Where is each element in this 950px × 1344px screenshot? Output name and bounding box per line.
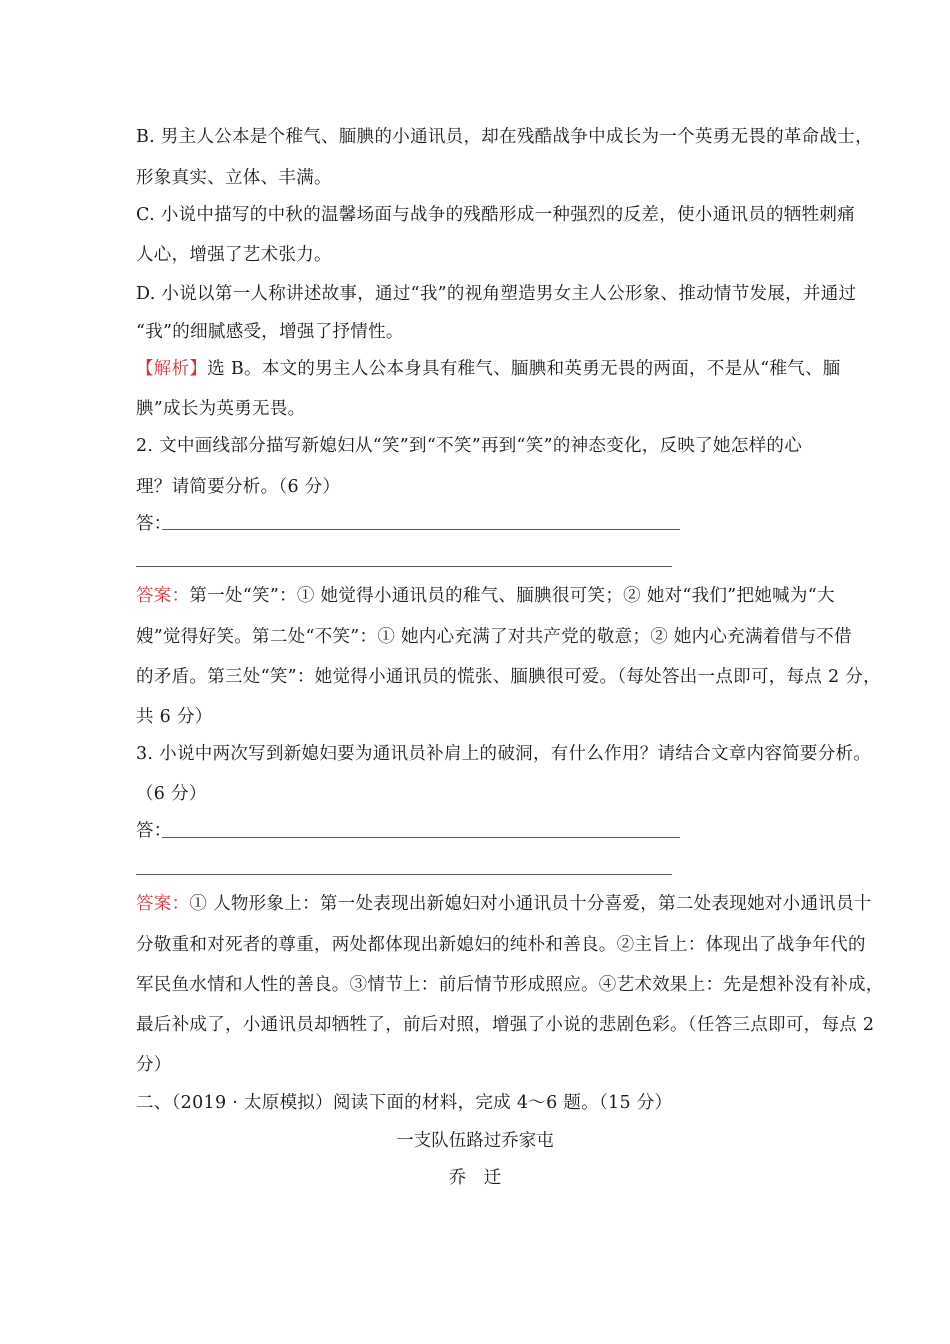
- q3-answer-prompt: 答：: [136, 821, 172, 841]
- q3-answer-line4: 最后补成了，小通讯员却牺牲了，前后对照，增强了小说的悲剧色彩。（任答三点即可，每点 2: [136, 1015, 875, 1035]
- section2-heading: 二、（2019 · 太原模拟）阅读下面的材料，完成 4～6 题。（15 分）: [136, 1093, 673, 1113]
- q3-question-line2: （6 分）: [136, 784, 207, 804]
- q3-answer-line1: ① 人物形象上：第一处表现出新媳妇对小通讯员十分喜爱，第二处表现她对小通讯员十: [189, 894, 872, 914]
- q2-question-line2: 理？请简要分析。（6 分）: [136, 477, 341, 497]
- analysis-line2: 腆”成长为英勇无畏。: [136, 399, 306, 419]
- option-c-line2: 人心，增强了艺术张力。: [136, 245, 332, 265]
- article-author: 乔 迁: [448, 1168, 502, 1188]
- q3-answer-paragraph: [136, 892, 872, 916]
- analysis-paragraph: [136, 357, 841, 381]
- option-c-line1: C. 小说中描写的中秋的温馨场面与战争的残酷形成一种强烈的反差，使小通讯员的牺牲刺痛: [136, 205, 855, 225]
- q3-question-line1: 3. 小说中两次写到新媳妇要为通讯员补肩上的破洞，有什么作用？请结合文章内容简要分析。: [136, 744, 872, 764]
- option-d-line1: D. 小说以第一人称讲述故事，通过“我”的视角塑造男女主人公形象、推动情节发展，并通过: [136, 284, 857, 304]
- q2-question-line1: 2. 文中画线部分描写新媳妇从“笑”到“不笑”再到“笑”的神态变化，反映了她怎样的心: [136, 436, 803, 456]
- option-b-line1: B. 男主人公本是个稚气、腼腆的小通讯员，却在残酷战争中成长为一个英勇无畏的革命战士，: [136, 127, 873, 147]
- q2-answer-tag: 答案：: [136, 586, 190, 606]
- article-title: 一支队伍路过乔家屯: [396, 1131, 554, 1151]
- q3-answer-line2: 分敬重和对死者的尊重，两处都体现出新媳妇的纯朴和善良。②主旨上：体现出了战争年代的: [136, 935, 866, 955]
- q2-answer-paragraph: [136, 584, 835, 608]
- option-b-line2: 形象真实、立体、丰满。: [136, 168, 332, 188]
- analysis-tag: 【解析】: [136, 359, 208, 379]
- q2-answer-line3: 的矛盾。第三处“笑”：她觉得小通讯员的慌张、腼腆很可爱。（每处答出一点即可，每点 2 分，: [136, 667, 881, 687]
- q3-answer-line-1[interactable]: [162, 837, 680, 838]
- q2-answer-line2: 嫂”觉得好笑。第二处“不笑”：① 她内心充满了对共产党的敬意；② 她内心充满着借与不借: [136, 627, 852, 647]
- q3-answer-line-2[interactable]: [136, 874, 672, 875]
- q2-answer-prompt: 答：: [136, 514, 172, 534]
- q3-answer-tag: 答案：: [136, 894, 190, 914]
- q2-answer-line-2[interactable]: [136, 566, 672, 567]
- q3-answer-line5: 分）: [136, 1055, 172, 1075]
- q2-answer-line-1[interactable]: [162, 529, 680, 530]
- q2-answer-line1: 第一处“笑”：① 她觉得小通讯员的稚气、腼腆很可笑；② 她对“我们”把她喊为“大: [189, 586, 835, 606]
- option-d-line2: “我”的细腻感受，增强了抒情性。: [136, 322, 404, 342]
- q2-answer-line4: 共 6 分）: [136, 707, 213, 727]
- analysis-line1: 选 B。本文的男主人公本身具有稚气、腼腆和英勇无畏的两面，不是从“稚气、腼: [207, 359, 841, 379]
- q3-answer-line3: 军民鱼水情和人性的善良。③情节上：前后情节形成照应。④艺术效果上：先是想补没有补成，: [136, 975, 884, 995]
